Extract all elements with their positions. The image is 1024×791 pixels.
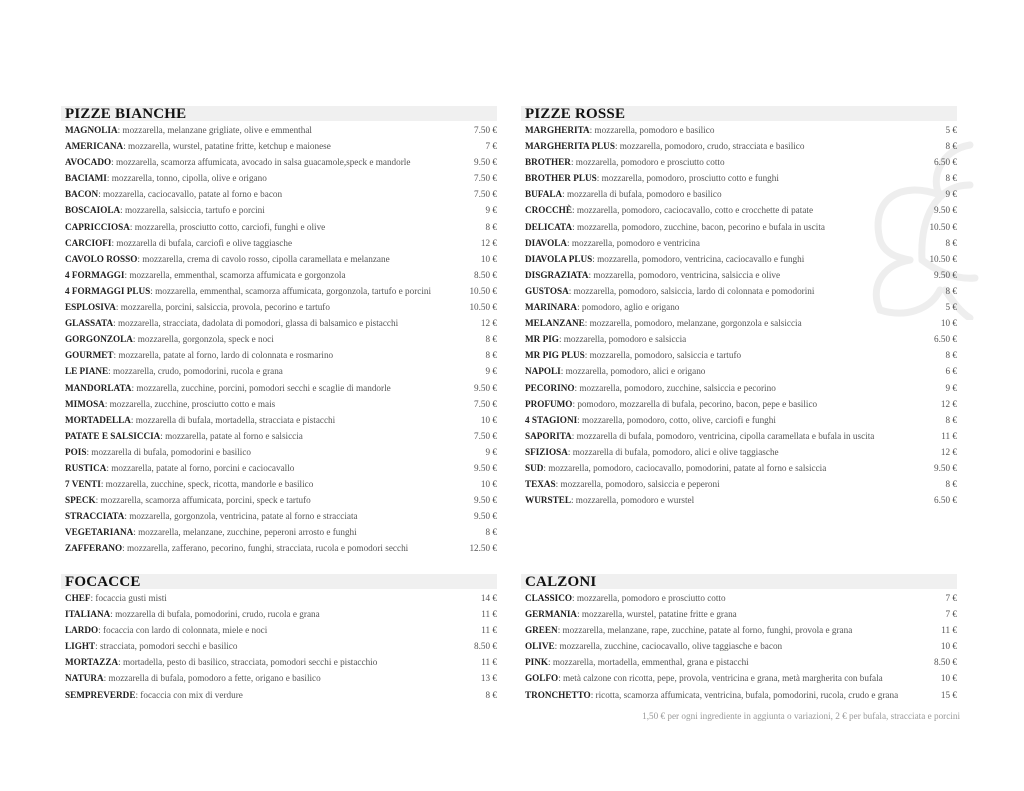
menu-item: [61, 251, 497, 267]
menu-item-name: DISGRAZIATA: [525, 269, 589, 280]
menu-item-price: 8 €: [945, 479, 957, 490]
menu-item-name: POIS: [65, 446, 87, 457]
menu-item-price: 9.50 €: [474, 495, 497, 506]
menu-item-description: : mozzarella di bufala, mortadella, stracciata e pistacchi: [130, 414, 336, 425]
menu-item-description: : mozzarella, zafferano, pecorino, funghi, stracciata, rucola e pomodori secchi: [122, 543, 409, 554]
menu-item: [521, 606, 957, 622]
menu-item-name: BOSCAIOLA: [65, 205, 121, 216]
menu-item-description: : mozzarella, zucchine, speck, ricotta, mandorle e basilico: [100, 479, 314, 490]
menu-item-name: BACIAMI: [65, 173, 107, 184]
menu-item-description: : mozzarella, patate al forno e salsiccia: [160, 430, 303, 441]
menu-item: [61, 138, 497, 154]
menu-item: [521, 622, 957, 638]
menu-item-description: : mozzarella, patate al forno, lardo di colonnata e rosmarino: [113, 350, 334, 361]
menu-item-description: : mozzarella, gorgonzola, ventricina, patate al forno e stracciata: [124, 511, 358, 522]
menu-item-description: : mozzarella, pomodoro e prosciutto cotto: [571, 593, 726, 603]
menu-item: [521, 267, 957, 283]
menu-item-name: MR PIG PLUS: [525, 350, 585, 361]
menu-item-price: 6.50 €: [934, 495, 957, 506]
menu-item-name: CAPRICCIOSA: [65, 221, 130, 232]
menu-item: [61, 476, 497, 492]
menu-item-price: 6.50 €: [934, 334, 957, 345]
menu-item: [61, 363, 497, 379]
menu-item-name: VEGETARIANA: [65, 527, 134, 538]
menu-item-description: : mozzarella di bufala, pomodoro e basilico: [562, 189, 722, 200]
menu-item-name: MIMOSA: [65, 398, 105, 409]
menu-item-price: 8 €: [485, 527, 497, 538]
menu-item-description: : mozzarella, melanzane, zucchine, peperoni arrosto e funghi: [133, 527, 357, 538]
menu-item-name: GOURMET: [65, 350, 114, 361]
menu-item-name: DIAVOLA PLUS: [525, 253, 593, 264]
menu-item-name: PINK: [525, 657, 548, 668]
menu-item-name: 4 FORMAGGI: [65, 269, 125, 280]
menu-item-name: GORGONZOLA: [65, 334, 133, 345]
menu-item-description: : mozzarella, gorgonzola, speck e noci: [132, 334, 274, 345]
menu-item-description: : mozzarella di bufala, pomodoro, alici e olive taggiasche: [567, 446, 779, 457]
menu-item-price: 9.50 €: [934, 205, 957, 216]
menu-item-description: : mozzarella, porcini, salsiccia, provola, pecorino e tartufo: [115, 302, 330, 313]
menu-item-description: : mortadella, pesto di basilico, stracciata, pomodori secchi e pistacchio: [118, 657, 378, 668]
menu-item-description: : mozzarella di bufala, pomodorini e basilico: [86, 446, 252, 457]
menu-item: [521, 476, 957, 492]
menu-item: [61, 267, 497, 283]
menu-item-price: 9 €: [485, 205, 497, 216]
menu-item-price: 11 €: [481, 657, 497, 668]
menu-item-price: 5 €: [945, 125, 957, 135]
menu-item: [61, 460, 497, 476]
menu-item-price: 9.50 €: [474, 511, 497, 522]
menu-item-description: : mozzarella, pomodoro, salsiccia e peperoni: [555, 479, 720, 490]
menu-item-name: NATURA: [65, 673, 104, 684]
menu-item: [521, 444, 957, 460]
menu-item-description: : mozzarella, wurstel, patatine fritte, ketchup e maionese: [123, 141, 331, 152]
section-pizze-rosse: [521, 106, 957, 508]
menu-item: [521, 590, 957, 606]
menu-item-price: 12 €: [940, 446, 957, 457]
menu-item: [521, 460, 957, 476]
menu-item-name: RUSTICA: [65, 462, 107, 473]
menu-item: [61, 590, 497, 606]
menu-item-description: : mozzarella, pomodoro e basilico: [589, 125, 715, 135]
menu-item: [61, 638, 497, 654]
menu-item: [61, 428, 497, 444]
menu-item-price: 7.50 €: [474, 430, 497, 441]
menu-item: [521, 396, 957, 412]
menu-item-name: ITALIANA: [65, 609, 111, 620]
menu-item-description: : mozzarella, caciocavallo, patate al forno e bacon: [98, 189, 283, 200]
menu-item: [61, 347, 497, 363]
menu-item-name: SFIZIOSA: [525, 446, 568, 457]
menu-item-price: 9.50 €: [474, 382, 497, 393]
menu-item-description: : mozzarella, pomodoro, ventricina, salsiccia e olive: [588, 269, 781, 280]
menu-item-description: : mozzarella, emmenthal, scamorza affumicata e gorgonzola: [124, 269, 346, 280]
menu-item-name: OLIVE: [525, 641, 555, 652]
menu-item-name: BACON: [65, 189, 99, 200]
menu-item-price: 10 €: [480, 253, 497, 264]
menu-item-price: 8 €: [945, 414, 957, 425]
menu-item-price: 7 €: [945, 609, 957, 620]
menu-item-price: 8 €: [485, 334, 497, 345]
menu-item: [61, 186, 497, 202]
menu-item: [521, 670, 957, 686]
menu-item-name: PECORINO: [525, 382, 575, 393]
menu-item-name: CARCIOFI: [65, 237, 112, 248]
menu-item: [61, 508, 497, 524]
menu-item-name: GERMANIA: [525, 609, 578, 620]
menu-item: [521, 347, 957, 363]
menu-item-description: : mozzarella, pomodoro, caciocavallo, cotto e crocchette di patate: [571, 205, 814, 216]
menu-item: [61, 219, 497, 235]
menu-item-price: 8 €: [485, 689, 497, 700]
menu-item-price: 11 €: [941, 430, 957, 441]
menu-item: [521, 331, 957, 347]
menu-item-name: MELANZANE: [525, 318, 585, 329]
menu-item: [521, 654, 957, 670]
menu-item-description: : mozzarella di bufala, pomodoro a fette, origano e basilico: [103, 673, 321, 684]
menu-item-name: MARINARA: [525, 302, 578, 313]
section-pizze-bianche: [61, 106, 497, 557]
menu-item: [61, 299, 497, 315]
menu-item-price: 13 €: [480, 673, 497, 684]
menu-item-description: : mozzarella, melanzane, rape, zucchine, patate al forno, funghi, provola e grana: [557, 625, 853, 636]
menu-item-price: 11 €: [481, 625, 497, 636]
menu-item-name: LIGHT: [65, 641, 96, 652]
menu-item-name: MAGNOLIA: [65, 125, 118, 135]
menu-item-name: MARGHERITA: [525, 125, 590, 135]
menu-item-description: : mozzarella, pomodoro e wurstel: [570, 495, 695, 506]
menu-item-description: : mozzarella, pomodoro, prosciutto cotto e funghi: [596, 173, 779, 184]
menu-item-price: 6.50 €: [934, 157, 957, 168]
menu-item: [61, 170, 497, 186]
menu-item-name: CROCCHÈ: [525, 205, 572, 216]
menu-item-price: 12 €: [480, 318, 497, 329]
menu-item-name: CAVOLO ROSSO: [65, 253, 138, 264]
menu-item-price: 10.50 €: [469, 302, 497, 313]
menu-item: [521, 380, 957, 396]
menu-item-price: 8 €: [945, 237, 957, 248]
menu-item-price: 8 €: [945, 285, 957, 296]
menu-item-name: ESPLOSIVA: [65, 302, 116, 313]
menu-item-description: : mozzarella, pomodoro, cotto, olive, carciofi e funghi: [577, 414, 776, 425]
menu-item: [61, 492, 497, 508]
menu-item-price: 15 €: [940, 689, 957, 700]
menu-item-name: AVOCADO: [65, 157, 112, 168]
menu-item: [61, 622, 497, 638]
menu-item: [521, 492, 957, 508]
menu-item-name: CLASSICO: [525, 593, 572, 603]
menu-item-price: 10 €: [480, 479, 497, 490]
menu-item-name: SEMPREVERDE: [65, 689, 136, 700]
menu-item-name: TEXAS: [525, 479, 556, 490]
menu-item-description: : stracciata, pomodori secchi e basilico: [95, 641, 238, 652]
menu-item-price: 8.50 €: [934, 657, 957, 668]
menu-item-description: : metà calzone con ricotta, pepe, provola, ventricina e grana, metà margherita con bufala: [558, 673, 883, 684]
menu-item-description: : pomodoro, mozzarella di bufala, pecorino, bacon, pepe e basilico: [572, 398, 818, 409]
menu-item-price: 12 €: [940, 398, 957, 409]
menu-item: [521, 186, 957, 202]
menu-item-price: 7.50 €: [474, 189, 497, 200]
menu-item-description: : mozzarella, stracciata, dadolata di pomodori, glassa di balsamico e pistacchi: [113, 318, 399, 329]
menu-item-name: GUSTOSA: [525, 285, 569, 296]
menu-item: [61, 396, 497, 412]
menu-item-description: : mozzarella, pomodoro, alici e origano: [560, 366, 706, 377]
menu-item: [61, 606, 497, 622]
menu-item: [521, 170, 957, 186]
menu-item-price: 12 €: [480, 237, 497, 248]
menu-item-price: 9 €: [485, 446, 497, 457]
menu-item-description: : mozzarella, tonno, cipolla, olive e origano: [106, 173, 267, 184]
menu-item: [61, 412, 497, 428]
menu-item-name: MR PIG: [525, 334, 559, 345]
menu-item: [521, 283, 957, 299]
menu-item-name: LE PIANE: [65, 366, 109, 377]
menu-item: [61, 154, 497, 170]
section-calzoni: [521, 574, 957, 703]
menu-item-price: 11 €: [481, 609, 497, 620]
menu-item-description: : mozzarella, pomodoro e ventricina: [567, 237, 700, 248]
menu-item-name: ZAFFERANO: [65, 543, 123, 554]
menu-item-price: 10.50 €: [469, 285, 497, 296]
section-title: PIZZE ROSSE: [521, 106, 957, 121]
menu-item: [61, 654, 497, 670]
menu-item-name: DIAVOLA: [525, 237, 568, 248]
menu-item-price: 10.50 €: [929, 221, 957, 232]
menu-item-price: 8.50 €: [474, 641, 497, 652]
menu-item-name: GREEN: [525, 625, 558, 636]
menu-item-description: : mozzarella, zucchine, prosciutto cotto e mais: [104, 398, 276, 409]
menu-item-description: : mozzarella, pomodoro, salsiccia, lardo di colonnata e pomodorini: [568, 285, 815, 296]
menu-item: [521, 138, 957, 154]
menu-item-description: : mozzarella, pomodoro, caciocavallo, pomodorini, patate al forno e salsiccia: [543, 462, 827, 473]
menu-item-description: : mozzarella di bufala, pomodorini, crudo, rucola e grana: [110, 609, 320, 620]
menu-item-price: 8 €: [945, 350, 957, 361]
menu-item: [61, 380, 497, 396]
menu-item-price: 9 €: [945, 189, 957, 200]
menu-item-description: : mozzarella di bufala, pomodoro, ventricina, cipolla caramellata e bufala in uscita: [571, 430, 875, 441]
menu-item-description: : mozzarella, pomodoro, crudo, stracciata e basilico: [614, 141, 805, 152]
menu-item-price: 12.50 €: [469, 543, 497, 554]
menu-item-description: : mozzarella, pomodoro e salsiccia: [558, 334, 687, 345]
menu-item: [61, 315, 497, 331]
menu-item-description: : mozzarella, pomodoro, melanzane, gorgonzola e salsiccia: [584, 318, 802, 329]
menu-item: [521, 687, 957, 703]
menu-item-price: 8.50 €: [474, 269, 497, 280]
menu-item: [61, 122, 497, 138]
menu-item-price: 9.50 €: [934, 462, 957, 473]
menu-item-description: : mozzarella, crudo, pomodorini, rucola e grana: [108, 366, 283, 377]
menu-item-name: DELICATA: [525, 221, 573, 232]
menu-item: [521, 219, 957, 235]
menu-item-description: : mozzarella di bufala, carciofi e olive taggiasche: [111, 237, 293, 248]
menu-item-description: : mozzarella, scamorza affumicata, porcini, speck e tartufo: [95, 495, 311, 506]
menu-item-price: 9.50 €: [934, 269, 957, 280]
menu-item: [61, 202, 497, 218]
menu-item-description: : focaccia gusti misti: [90, 593, 167, 603]
menu-item-price: 10 €: [940, 641, 957, 652]
menu-item: [521, 122, 957, 138]
menu-item: [521, 428, 957, 444]
menu-item: [521, 154, 957, 170]
section-title: FOCACCE: [61, 574, 497, 589]
menu-item-name: BROTHER: [525, 157, 571, 168]
menu-item-description: : mozzarella, pomodoro, zucchine, salsiccia e pecorino: [574, 382, 776, 393]
menu-item-price: 8 €: [945, 173, 957, 184]
menu-item: [521, 412, 957, 428]
menu-item-price: 7.50 €: [474, 173, 497, 184]
menu-item-price: 9 €: [485, 366, 497, 377]
menu-item: [521, 235, 957, 251]
menu-item: [61, 331, 497, 347]
menu-item-price: 5 €: [945, 302, 957, 313]
menu-item-name: MORTADELLA: [65, 414, 131, 425]
menu-item-description: : focaccia con mix di verdure: [135, 689, 243, 700]
menu-item-price: 8 €: [945, 141, 957, 152]
menu-item-name: AMERICANA: [65, 141, 124, 152]
menu-item-description: : mozzarella, mortadella, emmenthal, grana e pistacchi: [547, 657, 749, 668]
menu-item-description: : mozzarella, pomodoro, ventricina, caciocavallo e funghi: [592, 253, 805, 264]
menu-item-price: 10.50 €: [929, 253, 957, 264]
menu-item: [61, 540, 497, 556]
menu-item: [521, 363, 957, 379]
menu-item-description: : mozzarella, prosciutto cotto, carciofi, funghi e olive: [129, 221, 326, 232]
menu-item-name: MARGHERITA PLUS: [525, 141, 615, 152]
menu-item-name: CHEF: [65, 593, 91, 603]
menu-item-description: : mozzarella, crema di cavolo rosso, cipolla caramellata e melanzane: [137, 253, 390, 264]
menu-item-price: 10 €: [940, 673, 957, 684]
menu-item-price: 7 €: [945, 593, 957, 603]
menu-item-name: LARDO: [65, 625, 99, 636]
section-focacce: [61, 574, 497, 703]
menu-item-price: 9.50 €: [474, 462, 497, 473]
menu-item-description: : focaccia con lardo di colonnata, miele e noci: [98, 625, 268, 636]
menu-item-price: 7.50 €: [474, 125, 497, 135]
menu-item-name: WURSTEL: [525, 495, 571, 506]
section-title: PIZZE BIANCHE: [61, 106, 497, 121]
menu-item-price: 14 €: [480, 593, 497, 603]
menu-item-name: 4 FORMAGGI PLUS: [65, 285, 151, 296]
menu-item-description: : mozzarella, pomodoro e prosciutto cotto: [570, 157, 725, 168]
menu-item-name: MANDORLATA: [65, 382, 132, 393]
menu-item: [61, 283, 497, 299]
menu-item-name: SAPORITA: [525, 430, 572, 441]
menu-item-price: 9.50 €: [474, 157, 497, 168]
menu-item: [61, 444, 497, 460]
menu-item-price: 11 €: [941, 625, 957, 636]
menu-item: [521, 251, 957, 267]
menu-item-description: : mozzarella, pomodoro, salsiccia e tartufo: [584, 350, 742, 361]
menu-item-name: BUFALA: [525, 189, 563, 200]
menu-item-name: MORTAZZA: [65, 657, 119, 668]
menu-item-price: 10 €: [940, 318, 957, 329]
surcharge-note: 1,50 € per ogni ingrediente in aggiunta o variazioni, 2 € per bufala, stracciata e porcini: [642, 711, 960, 721]
menu-item-name: GLASSATA: [65, 318, 114, 329]
menu-item-description: : mozzarella, patate al forno, porcini e caciocavallo: [106, 462, 295, 473]
section-title: CALZONI: [521, 574, 957, 589]
menu-item-price: 10 €: [480, 414, 497, 425]
menu-item-name: SPECK: [65, 495, 96, 506]
menu-item-name: NAPOLI: [525, 366, 561, 377]
menu-item-description: : pomodoro, aglio e origano: [577, 302, 680, 313]
menu-item: [61, 524, 497, 540]
menu-item-description: : ricotta, scamorza affumicata, ventricina, bufala, pomodorini, rucola, crudo e grana: [590, 689, 899, 700]
menu-item-price: 6 €: [945, 366, 957, 377]
menu-item-name: TRONCHETTO: [525, 689, 591, 700]
menu-item-description: : mozzarella, pomodoro, zucchine, bacon, pecorino e bufala in uscita: [572, 221, 825, 232]
menu-item: [521, 315, 957, 331]
menu-item-price: 8 €: [485, 350, 497, 361]
menu-item: [61, 687, 497, 703]
menu-item-description: : mozzarella, melanzane grigliate, olive e emmenthal: [117, 125, 312, 135]
menu-item-description: : mozzarella, zucchine, caciocavallo, olive taggiasche e bacon: [554, 641, 783, 652]
menu-item: [61, 235, 497, 251]
menu-item-price: 8 €: [485, 221, 497, 232]
menu-item-price: 7 €: [485, 141, 497, 152]
menu-item: [521, 638, 957, 654]
menu-item: [521, 299, 957, 315]
menu-item-name: 4 STAGIONI: [525, 414, 578, 425]
menu-item-name: STRACCIATA: [65, 511, 125, 522]
menu-item-name: PATATE E SALSICCIA: [65, 430, 161, 441]
menu-item-name: GOLFO: [525, 673, 559, 684]
menu-item-description: : mozzarella, wurstel, patatine fritte e grana: [577, 609, 737, 620]
menu-item: [521, 202, 957, 218]
menu-item-description: : mozzarella, salsiccia, tartufo e porcini: [120, 205, 265, 216]
menu-item-name: SUD: [525, 462, 544, 473]
menu-item: [61, 670, 497, 686]
menu-item-name: 7 VENTI: [65, 479, 101, 490]
menu-item-description: : mozzarella, scamorza affumicata, avocado in salsa guacamole,speck e mandorle: [111, 157, 411, 168]
menu-item-description: : mozzarella, zucchine, porcini, pomodori secchi e scaglie di mandorle: [131, 382, 391, 393]
menu-item-price: 9 €: [945, 382, 957, 393]
menu-item-name: PROFUMO: [525, 398, 573, 409]
menu-item-description: : mozzarella, emmenthal, scamorza affumicata, gorgonzola, tartufo e porcini: [150, 285, 432, 296]
menu-item-price: 7.50 €: [474, 398, 497, 409]
menu-item-name: BROTHER PLUS: [525, 173, 597, 184]
